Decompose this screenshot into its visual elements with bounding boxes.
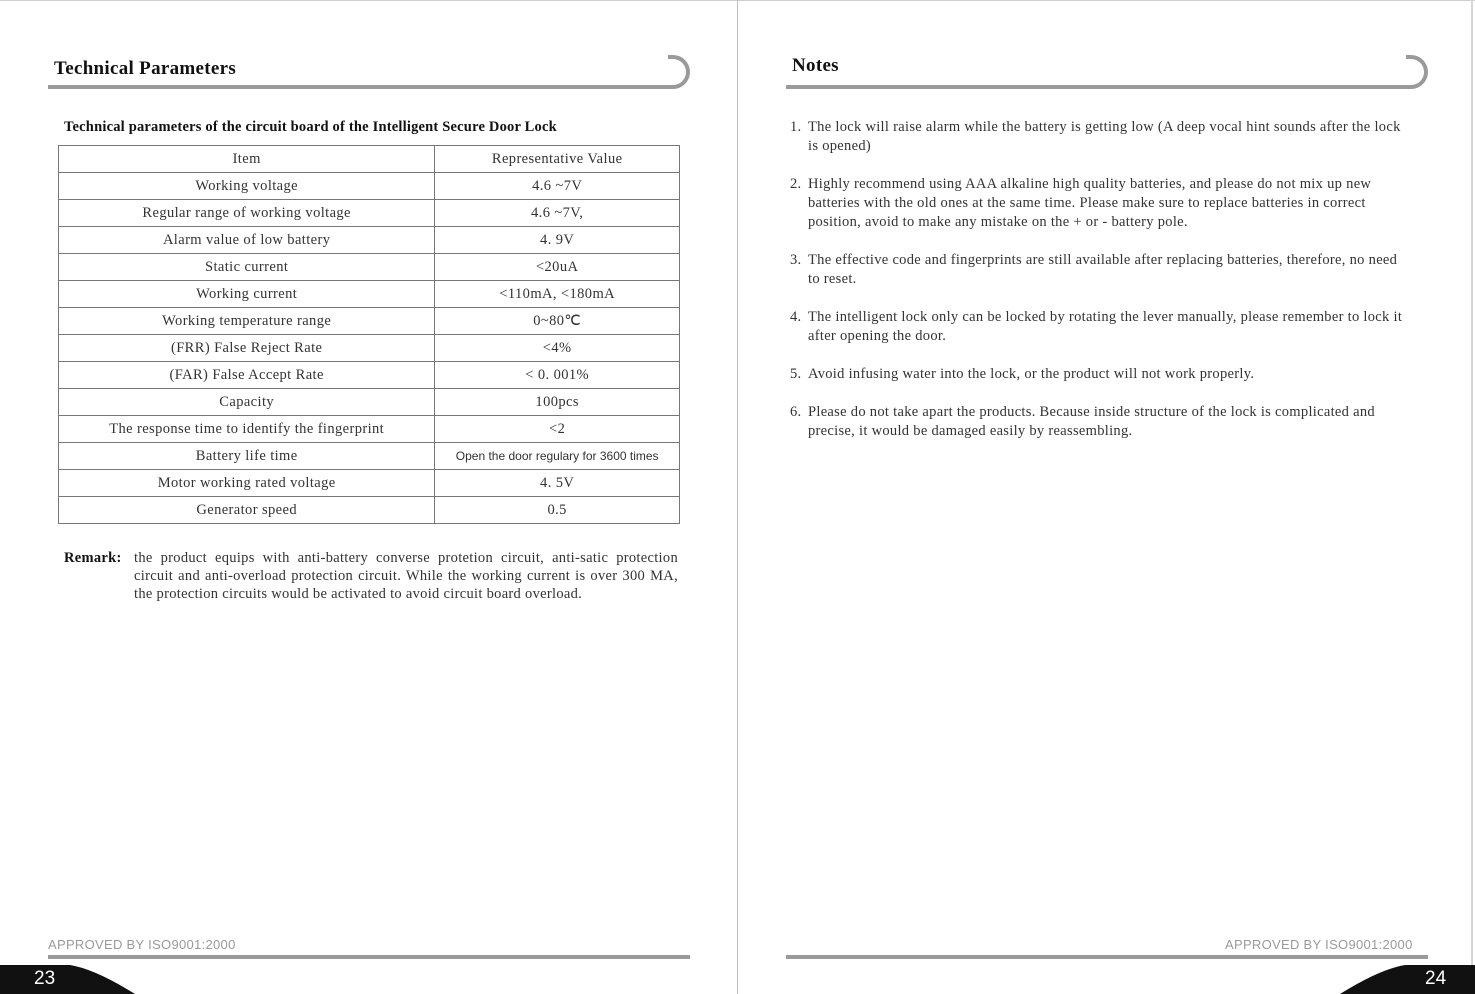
parameters-table xyxy=(58,145,680,524)
param-item-cell: Alarm value of low battery xyxy=(59,227,435,254)
param-value-cell: <110mA, <180mA xyxy=(435,281,680,308)
param-item-cell: The response time to identify the fingerprint xyxy=(59,416,435,443)
table-row xyxy=(59,200,680,227)
param-item-cell: Battery life time xyxy=(59,443,435,470)
table-caption: Technical parameters of the circuit board of the Intelligent Secure Door Lock xyxy=(64,119,557,135)
footer-approval-left: APPROVED BY ISO9001:2000 xyxy=(48,937,236,952)
note-number: 1. xyxy=(790,119,802,135)
page-number-left: 23 xyxy=(34,968,56,989)
param-item-cell: Working voltage xyxy=(59,173,435,200)
table-row xyxy=(59,308,680,335)
table-row xyxy=(59,227,680,254)
note-number: 2. xyxy=(790,176,802,192)
param-item-cell: Motor working rated voltage xyxy=(59,470,435,497)
page-number-right: 24 xyxy=(1425,968,1447,989)
param-item-cell: Static current xyxy=(59,254,435,281)
note-number: 6. xyxy=(790,404,802,420)
note-number: 3. xyxy=(790,252,802,268)
param-value-cell: 0~80℃ xyxy=(435,308,680,335)
param-value-cell: 0.5 xyxy=(435,497,680,524)
page-tab-right xyxy=(1340,965,1475,994)
param-value-cell: <4% xyxy=(435,335,680,362)
table-row xyxy=(59,254,680,281)
param-value-cell: Open the door regulary for 3600 times xyxy=(435,443,680,470)
remark-label: Remark: xyxy=(64,550,122,566)
note-text: Avoid infusing water into the lock, or the product will not work properly. xyxy=(808,366,1255,382)
header-value: Representative Value xyxy=(435,146,680,173)
table-row xyxy=(59,389,680,416)
page-tab-left xyxy=(0,965,135,994)
footer-rule-left xyxy=(48,955,690,959)
footer-approval-right: APPROVED BY ISO9001:2000 xyxy=(1225,937,1413,952)
param-value-cell: <20uA xyxy=(435,254,680,281)
note-item xyxy=(790,365,1410,384)
param-item-cell: Generator speed xyxy=(59,497,435,524)
param-item-cell: Regular range of working voltage xyxy=(59,200,435,227)
table-row xyxy=(59,443,680,470)
table-header-row xyxy=(59,146,680,173)
param-item-cell: Working temperature range xyxy=(59,308,435,335)
header-item: Item xyxy=(59,146,435,173)
param-value-cell: 4. 5V xyxy=(435,470,680,497)
note-item xyxy=(790,251,1410,289)
note-item xyxy=(790,403,1410,441)
table-row xyxy=(59,281,680,308)
page-gutter xyxy=(737,0,738,994)
note-text: Please do not take apart the products. Because inside structure of the lock is complicated and precise, it would be damaged easily by reassembling. xyxy=(808,404,1375,439)
footer-rule-right xyxy=(786,955,1428,959)
title-underline xyxy=(48,85,674,89)
remark-text: the product equips with anti-battery converse protetion circuit, anti-satic protection circuit and anti-overload protection circuit. While the working current is over 300 MA, the protection circuits would be activated to avoid circuit board overload. xyxy=(134,550,678,602)
technical-parameters-title: Technical Parameters xyxy=(54,58,237,79)
table-row xyxy=(59,470,680,497)
note-text: The lock will raise alarm while the battery is getting low (A deep vocal hint sounds after the lock is opened) xyxy=(808,119,1401,154)
note-item xyxy=(790,308,1410,346)
param-value-cell: < 0. 001% xyxy=(435,362,680,389)
note-number: 5. xyxy=(790,366,802,382)
notes-title: Notes xyxy=(792,55,839,76)
notes-title-underline xyxy=(786,85,1412,89)
note-text: The intelligent lock only can be locked by rotating the lever manually, please remember to lock it after opening the door. xyxy=(808,309,1403,344)
page-edge xyxy=(1471,0,1473,994)
note-item xyxy=(790,118,1410,156)
param-item-cell: (FAR) False Accept Rate xyxy=(59,362,435,389)
note-text: The effective code and fingerprints are still available after replacing batteries, therefore, no need to reset. xyxy=(808,252,1398,287)
table-row xyxy=(59,173,680,200)
param-item-cell: Capacity xyxy=(59,389,435,416)
param-value-cell: 100pcs xyxy=(435,389,680,416)
remark-paragraph xyxy=(64,549,678,603)
table-row xyxy=(59,335,680,362)
note-number: 4. xyxy=(790,309,802,325)
table-row xyxy=(59,497,680,524)
param-value-cell: 4.6 ~7V xyxy=(435,173,680,200)
param-value-cell: 4.6 ~7V, xyxy=(435,200,680,227)
param-value-cell: <2 xyxy=(435,416,680,443)
note-item xyxy=(790,175,1410,232)
param-item-cell: Working current xyxy=(59,281,435,308)
note-text: Highly recommend using AAA alkaline high quality batteries, and please do not mix up new batteries with the old ones at the same time. Please make sure to replace batteries in correct position, avoid to make any mistake on the + or - battery pole. xyxy=(808,176,1372,230)
param-value-cell: 4. 9V xyxy=(435,227,680,254)
table-row xyxy=(59,416,680,443)
notes-list xyxy=(790,118,1410,460)
param-item-cell: (FRR) False Reject Rate xyxy=(59,335,435,362)
table-row xyxy=(59,362,680,389)
